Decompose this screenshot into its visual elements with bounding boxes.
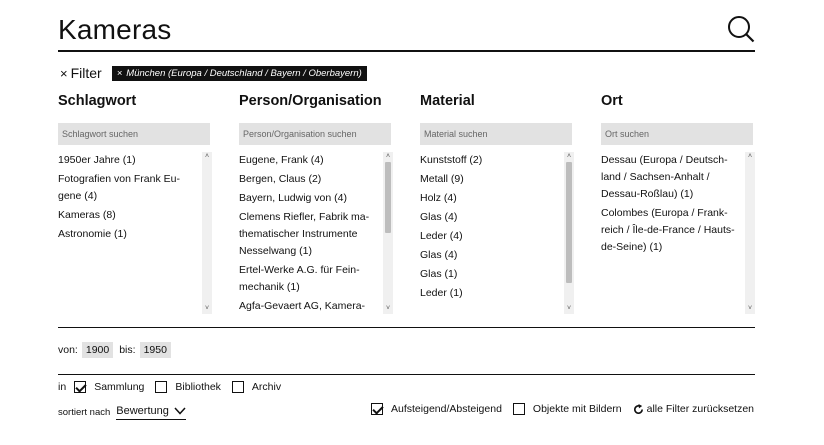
order-checkbox[interactable] <box>371 403 383 415</box>
divider <box>58 327 755 328</box>
list-item[interactable]: Astronomie (1) <box>58 228 127 240</box>
list-item[interactable]: Ertel-Werke A.G. für Fein-mechanik (1) <box>239 264 360 293</box>
facet-search-input[interactable] <box>239 123 391 145</box>
facet-list-container <box>420 152 574 314</box>
list-item[interactable]: Bergen, Claus (2) <box>239 173 322 185</box>
list-item[interactable]: Metall (9) <box>420 173 464 185</box>
facet-list-container <box>601 152 755 314</box>
facet-heading: Material <box>420 93 475 109</box>
range-to-input[interactable]: 1950 <box>140 342 171 358</box>
list-item[interactable]: 1950er Jahre (1) <box>58 154 136 166</box>
scope-row <box>58 381 292 393</box>
list-item[interactable]: Glas (4) <box>420 211 458 223</box>
filter-tag[interactable] <box>112 66 367 81</box>
scroll-thumb[interactable] <box>566 162 572 283</box>
list-item[interactable]: Clemens Riefler, Fabrik ma-thematischer Instrumente Nesselwang (1) <box>239 211 370 257</box>
sort-row <box>58 405 186 420</box>
facet-ort <box>601 93 755 314</box>
list-item[interactable]: Colombes (Europa / Frank-reich / Île-de-France / Hauts-de-Seine) (1) <box>601 207 735 253</box>
scrollbar[interactable] <box>745 152 755 314</box>
filter-label: Filter <box>70 65 102 81</box>
range-from-input[interactable]: 1900 <box>82 342 113 358</box>
facet-list <box>58 152 212 243</box>
filter-tag-label: München (Europa / Deutschland / Bayern / Oberbayern) <box>126 67 362 79</box>
facet-list-container <box>239 152 393 314</box>
scroll-thumb[interactable] <box>385 162 391 233</box>
facet-heading: Person/Organisation <box>239 93 382 109</box>
result-options <box>371 403 754 415</box>
facet-list <box>601 152 755 256</box>
sort-select[interactable] <box>116 405 186 420</box>
facet-search-input[interactable] <box>601 123 753 145</box>
order-label[interactable]: Aufsteigend/Absteigend <box>391 403 502 415</box>
list-item[interactable]: Dessau (Europa / Deutsch-land / Sachsen-Anhalt / Dessau-Roßlau) (1) <box>601 154 728 200</box>
scope-label-bibliothek[interactable]: Bibliothek <box>175 381 221 393</box>
facet-list <box>420 152 574 302</box>
list-item[interactable]: Eugene, Frank (4) <box>239 154 324 166</box>
list-item[interactable]: Holz (4) <box>420 192 457 204</box>
scroll-down-icon[interactable]: ˅ <box>747 305 753 312</box>
list-item[interactable]: Fotografien von Frank Eu-gene (4) <box>58 173 180 202</box>
reset-label: alle Filter zurücksetzen <box>646 403 754 415</box>
facet-material <box>420 93 574 314</box>
scroll-down-icon[interactable]: ˅ <box>566 305 572 312</box>
facet-list-container <box>58 152 212 314</box>
date-range <box>58 342 177 358</box>
scroll-down-icon[interactable]: ˅ <box>385 305 391 312</box>
scope-checkbox-sammlung[interactable] <box>74 381 86 393</box>
chevron-down-icon <box>174 407 186 415</box>
images-checkbox[interactable] <box>513 403 525 415</box>
list-item[interactable]: Glas (4) <box>420 249 458 261</box>
scope-checkbox-archiv[interactable] <box>232 381 244 393</box>
sort-label: sortiert nach <box>58 407 111 418</box>
scroll-up-icon[interactable]: ˄ <box>566 153 572 160</box>
active-filter-row <box>60 65 367 81</box>
scope-label-sammlung[interactable]: Sammlung <box>94 381 145 393</box>
scrollbar[interactable] <box>564 152 574 314</box>
search-icon <box>727 15 755 43</box>
list-item[interactable]: Kunststoff (2) <box>420 154 483 166</box>
scope-label-archiv[interactable]: Archiv <box>251 381 282 393</box>
range-to-label: bis: <box>119 344 136 356</box>
list-item[interactable]: Kameras (8) <box>58 209 116 221</box>
range-from-label: von: <box>58 344 78 356</box>
facet-search-input[interactable] <box>58 123 210 145</box>
list-item[interactable]: Bayern, Ludwig von (4) <box>239 192 347 204</box>
scroll-up-icon[interactable]: ˄ <box>204 153 210 160</box>
list-item[interactable]: Leder (4) <box>420 230 463 242</box>
facet-person <box>239 93 393 314</box>
facet-schlagwort <box>58 93 212 314</box>
search-button[interactable] <box>727 15 755 43</box>
scroll-up-icon[interactable]: ˄ <box>385 153 391 160</box>
scrollbar[interactable] <box>202 152 212 314</box>
page-header <box>58 12 755 52</box>
facet-search-input[interactable] <box>420 123 572 145</box>
list-item[interactable]: Agfa-Gevaert AG, Kamera- <box>239 300 366 312</box>
reset-icon <box>633 404 644 415</box>
facet-heading: Schlagwort <box>58 93 137 109</box>
scroll-up-icon[interactable]: ˄ <box>747 153 753 160</box>
reset-filters-button[interactable] <box>633 403 754 415</box>
clear-filter-button[interactable]: × <box>60 65 68 81</box>
facet-heading: Ort <box>601 93 623 109</box>
scroll-down-icon[interactable]: ˅ <box>204 305 210 312</box>
list-item[interactable]: Leder (1) <box>420 287 463 299</box>
divider <box>58 374 755 375</box>
scope-checkbox-bibliothek[interactable] <box>155 381 167 393</box>
list-item[interactable]: Glas (1) <box>420 268 458 280</box>
page-title: Kameras <box>58 14 172 45</box>
sort-value: Bewertung <box>116 405 169 417</box>
scrollbar[interactable] <box>383 152 393 314</box>
images-label[interactable]: Objekte mit Bildern <box>532 403 622 415</box>
scope-label: in <box>58 381 67 393</box>
facet-list <box>239 152 393 314</box>
filter-tag-remove-icon[interactable]: × <box>116 67 123 79</box>
